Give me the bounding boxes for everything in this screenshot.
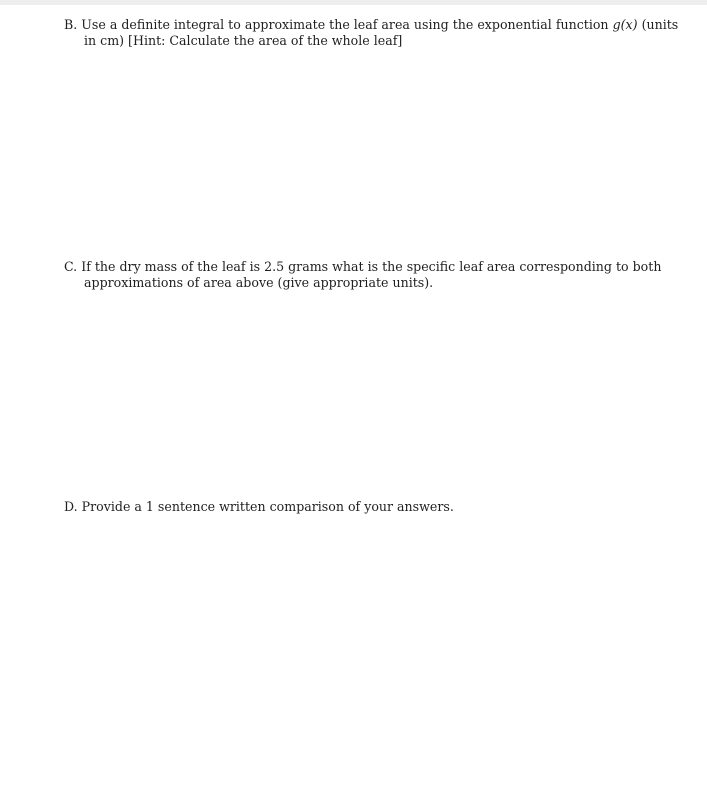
question-d-label: D. bbox=[64, 499, 78, 514]
question-b-label: B. bbox=[64, 17, 78, 32]
question-c-label: C. bbox=[64, 259, 78, 274]
question-c-line-1 bbox=[64, 259, 662, 275]
question-b-line-2: in cm) [Hint: Calculate the area of the whole leaf] bbox=[84, 33, 403, 48]
question-c-line-2: approximations of area above (give appropriate units). bbox=[84, 275, 434, 290]
question-d bbox=[64, 499, 646, 515]
question-b bbox=[64, 17, 679, 49]
question-d-line-1 bbox=[64, 499, 646, 515]
question-b-line-1 bbox=[64, 17, 679, 33]
question-b-text-before-math: Use a definite integral to approximate the leaf area using the exponential function bbox=[81, 17, 613, 32]
question-b-math-gx: g(x) bbox=[612, 17, 638, 32]
question-d-text-1: Provide a 1 sentence written comparison of your answers. bbox=[81, 499, 454, 514]
question-c-text-1: If the dry mass of the leaf is 2.5 grams what is the specific leaf area corresponding to both bbox=[81, 259, 662, 274]
question-c bbox=[64, 259, 662, 291]
question-b-text-after-math: (units bbox=[637, 17, 679, 32]
page-top-border bbox=[0, 0, 707, 5]
